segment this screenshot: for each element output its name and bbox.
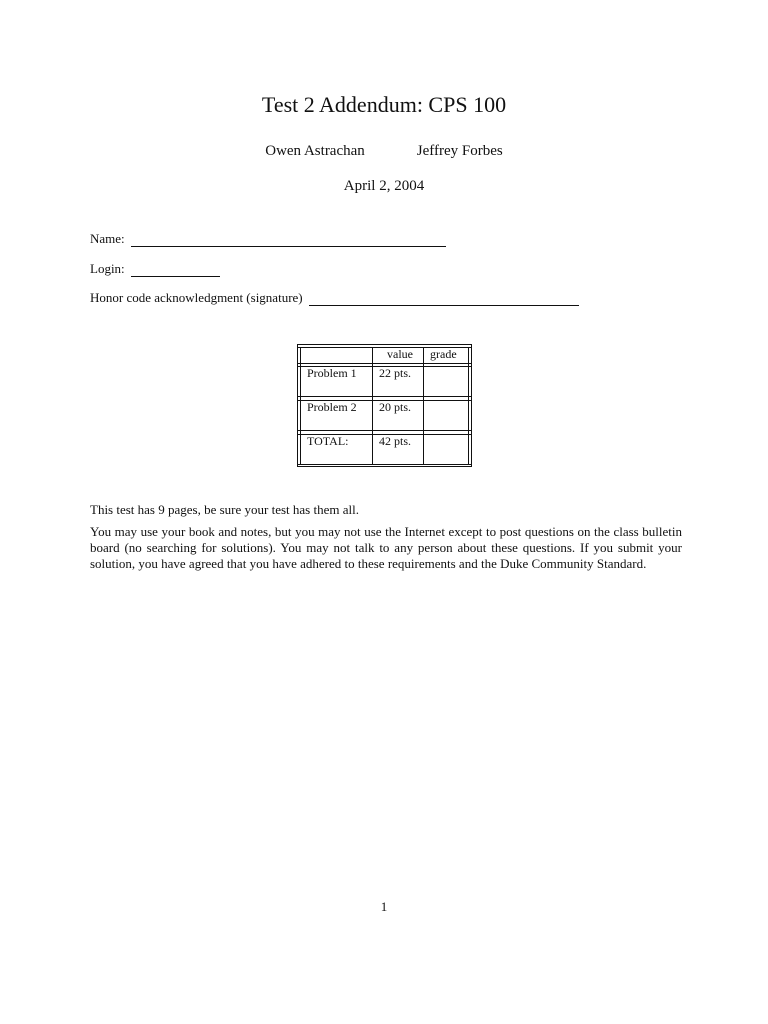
login-label: Login:: [90, 261, 125, 276]
name-label: Name:: [90, 231, 125, 246]
row-value-problem-1: 22 pts.: [379, 366, 412, 380]
honor-code-field: [90, 290, 579, 306]
instructions-paragraph: You may use your book and notes, but you may not use the Internet except to post questions on the class bulletin board (no searching for solutions). You may not talk to any person about these questions. If you submit your solution, you have agreed that you have adhered to these requirements and the Duke Community Standard.: [90, 524, 682, 571]
column-header-grade: grade: [430, 347, 457, 361]
row-label-problem-1: Problem 1: [307, 366, 357, 380]
instructions-paragraph: This test has 9 pages, be sure your test has them all.: [90, 502, 359, 517]
login-blank-line: [131, 264, 220, 277]
name-blank-line: [131, 234, 446, 247]
login-field: [90, 261, 220, 277]
row-label-total: TOTAL:: [307, 434, 349, 448]
page-number: 1: [380, 899, 388, 914]
row-value-problem-2: 20 pts.: [379, 400, 412, 414]
name-field: [90, 231, 446, 247]
author-line: [0, 143, 768, 160]
grade-table: [297, 344, 472, 467]
instructions: [90, 502, 682, 578]
document-title: Test 2 Addendum: CPS 100: [261, 92, 507, 117]
document-date: April 2, 2004: [343, 178, 425, 194]
author-name: Owen Astrachan: [265, 143, 365, 159]
signature-blank-line: [309, 293, 579, 306]
honor-code-label: Honor code acknowledgment (signature): [90, 290, 303, 305]
row-value-total: 42 pts.: [379, 434, 412, 448]
column-header-value: value: [387, 347, 413, 361]
row-label-problem-2: Problem 2: [307, 400, 357, 414]
author-name: Jeffrey Forbes: [416, 143, 503, 159]
